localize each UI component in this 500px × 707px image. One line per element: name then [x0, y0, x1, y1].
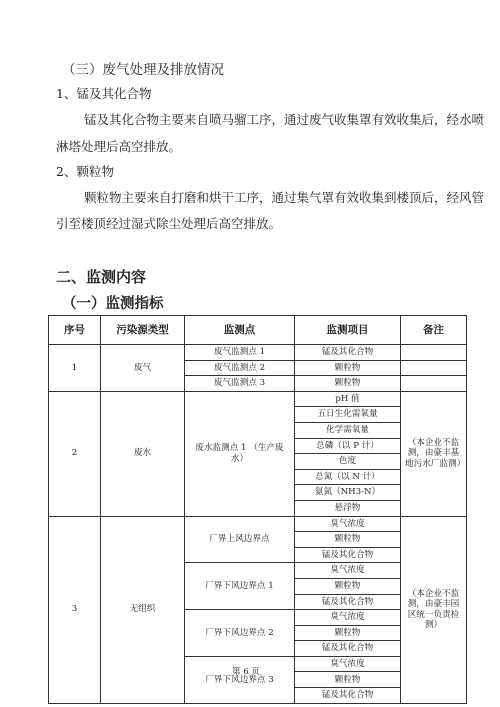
header-note: 备注	[401, 316, 467, 345]
row-item: 颗粒物	[295, 625, 401, 641]
item-2-line-1: 颗粒物主要来自打磨和烘干工序，通过集气罩有效收集到楼顶后，经风管	[84, 190, 485, 205]
monitoring-table	[48, 315, 467, 704]
row-note	[401, 376, 467, 392]
row-point: 废气监测点 2	[185, 360, 295, 376]
row-note	[401, 345, 467, 361]
header-no: 序号	[49, 316, 101, 345]
row-item: 化学需氧量	[295, 422, 401, 438]
row-item: 总氮（以 N 计）	[295, 469, 401, 485]
row-no: 1	[49, 345, 101, 392]
row-point: 废水监测点 1 （生产废水）	[185, 391, 295, 516]
row-item: 颗粒物	[295, 532, 401, 548]
header-monitor-item: 监测项目	[295, 316, 401, 345]
row-item: 锰及其化合物	[295, 688, 401, 704]
row-note	[401, 360, 467, 376]
row-item: 锰及其化合物	[295, 547, 401, 563]
row-source-type: 无组织	[101, 516, 185, 703]
row-item: 臭气浓度	[295, 656, 401, 672]
row-point: 厂界下风边界点 1	[185, 563, 295, 610]
monitor-subheading: （一）监测指标	[62, 296, 164, 312]
item-1-line-2: 淋塔处理后高空排放。	[56, 139, 182, 154]
row-point: 厂界下风边界点 2	[185, 610, 295, 657]
page-number: 第 6 页	[232, 667, 260, 677]
row-item: 臭气浓度	[295, 563, 401, 579]
row-point: 厂界下风边界点 3	[185, 656, 295, 703]
row-item: 锰及其化合物	[295, 594, 401, 610]
row-no: 2	[49, 391, 101, 516]
section-heading: （三）废气处理及排放情况	[62, 62, 224, 78]
row-item: 总磷（以 P 计）	[295, 438, 401, 454]
header-source-type: 污染源类型	[101, 316, 185, 345]
item-1-line-1: 锰及其化合物主要来自喷马骝工序，通过废气收集罩有效收集后，经水喷	[84, 112, 485, 127]
row-item: 颗粒物	[295, 672, 401, 688]
row-item: 颗粒物	[295, 578, 401, 594]
table-header-row	[49, 316, 467, 345]
row-item: 颗粒物	[295, 376, 401, 392]
row-source-type: 废水	[101, 391, 185, 516]
row-note: （本企业不监测，由豪丰园区统一负责检测）	[401, 516, 467, 703]
row-no: 3	[49, 516, 101, 703]
row-item: 五日生化需氧量	[295, 407, 401, 423]
item-1-title: 1、锰及其化合物	[56, 86, 152, 101]
row-item: 颗粒物	[295, 360, 401, 376]
table-row	[49, 516, 467, 532]
row-source-type: 废气	[101, 345, 185, 392]
row-item: 氨氮（NH3-N）	[295, 485, 401, 501]
row-note: （本企业不监测，由豪丰基地污水厂监测）	[401, 391, 467, 516]
row-item: 臭气浓度	[295, 516, 401, 532]
row-point: 废气监测点 1	[185, 345, 295, 361]
monitor-heading: 二、监测内容	[56, 268, 147, 286]
header-monitor-point: 监测点	[185, 316, 295, 345]
row-item: pH 值	[295, 391, 401, 407]
item-2-line-2: 引至楼顶经过湿式除尘处理后高空排放。	[56, 216, 282, 231]
row-item: 锰及其化合物	[295, 345, 401, 361]
item-2-title: 2、颗粒物	[56, 164, 114, 179]
row-point: 废气监测点 3	[185, 376, 295, 392]
row-item: 锰及其化合物	[295, 641, 401, 657]
row-item: 臭气浓度	[295, 610, 401, 626]
row-point: 厂界上风边界点	[185, 516, 295, 563]
table-row	[49, 391, 467, 407]
table-row	[49, 345, 467, 361]
row-item: 悬浮物	[295, 500, 401, 516]
row-item: 色度	[295, 454, 401, 470]
